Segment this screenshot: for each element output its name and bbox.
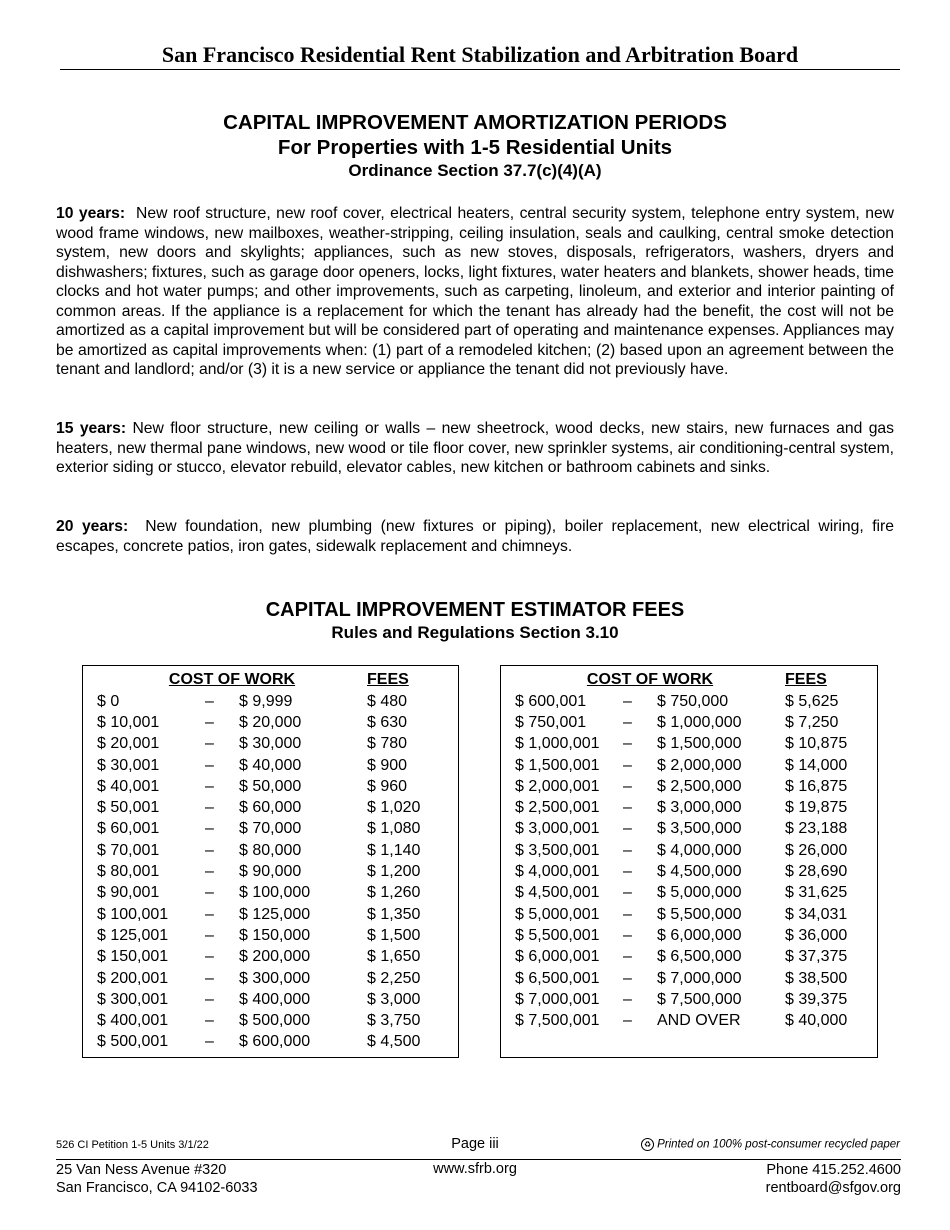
range-dash: – [623, 926, 632, 944]
cost-to: $ 100,000 [239, 884, 311, 902]
fee-amount: $ 1,260 [367, 884, 421, 902]
cost-from: $ 500,001 [97, 1033, 169, 1051]
range-dash: – [623, 863, 632, 881]
fee-table-right-box [500, 665, 878, 1058]
cost-from: $ 3,000,001 [515, 820, 600, 838]
fee-row [97, 947, 447, 968]
masthead-divider [60, 69, 900, 70]
fee-row [97, 925, 447, 946]
fee-row [515, 968, 865, 989]
fee-table-right [515, 668, 865, 1032]
cost-to: $ 9,999 [239, 692, 293, 710]
fee-row [97, 883, 447, 904]
cost-from: $ 300,001 [97, 990, 169, 1008]
contact-info [766, 1161, 901, 1197]
fee-row [515, 712, 865, 733]
cost-of-work-header: COST OF WORK [586, 670, 714, 688]
cost-to: $ 600,000 [239, 1033, 311, 1051]
range-dash: – [205, 1033, 214, 1051]
fee-row [97, 776, 447, 797]
period-label: 20 years: [56, 518, 129, 535]
cost-to: $ 7,500,000 [657, 990, 742, 1008]
range-dash: – [205, 735, 214, 753]
period-label: 15 years: [56, 420, 127, 437]
fee-row [515, 819, 865, 840]
fee-amount: $ 34,031 [785, 905, 848, 923]
fees-section-title: CAPITAL IMPROVEMENT ESTIMATOR FEES [265, 599, 685, 621]
fee-amount: $ 630 [367, 713, 408, 731]
cost-to: $ 5,000,000 [657, 884, 742, 902]
cost-from: $ 6,500,001 [515, 969, 600, 987]
ordinance-reference: Ordinance Section 37.7(c)(4)(A) [348, 161, 602, 180]
cost-from: $ 1,000,001 [515, 735, 600, 753]
fee-amount: $ 23,188 [785, 820, 848, 838]
fee-row [97, 691, 447, 712]
period-20-years [56, 517, 894, 556]
period-text: New roof structure, new roof cover, electrical heaters, central security system, telephone entry system, new wood frame windows, new mailboxes, weather-stripping, ceiling insulation, seals and caulking, central smoke detection system, new doors and skylights; appliances, such as new stoves, disposals, refrigerators, washers, dryers and dishwashers; fixtures, such as garage door openers, locks, light fixtures, water heaters and blankets, shower heads, time clocks and hot water pumps; and other improvements, such as carpeting, linoleum, and exterior and interior painting of common areas. If the appliance is a replacement for which the tenant has already had the benefit, the cost will not be amortized as a capital improvement but will be considered part of operating and maintenance expenses. Appliances may be amortized as capital improvements when: (1) part of a remodeled kitchen; (2) based upon an agreement between the tenant and landlord; and/or (3) it is a new service or appliance the tenant did not previously have. [56, 205, 894, 378]
cost-from: $ 30,001 [97, 756, 160, 774]
fee-row [515, 691, 865, 712]
fees-header: FEES [367, 670, 409, 688]
range-dash: – [205, 713, 214, 731]
cost-from: $ 7,000,001 [515, 990, 600, 1008]
cost-to: $ 3,500,000 [657, 820, 742, 838]
fee-row [97, 968, 447, 989]
period-10-years [56, 204, 894, 380]
fee-amount: $ 31,625 [785, 884, 848, 902]
recycle-icon: ♻ [641, 1138, 654, 1151]
fee-row [97, 712, 447, 733]
fee-row [515, 904, 865, 925]
cost-to: $ 750,000 [657, 692, 729, 710]
range-dash: – [623, 990, 632, 1008]
fee-row [515, 883, 865, 904]
cost-from: $ 80,001 [97, 863, 160, 881]
fee-amount: $ 1,140 [367, 841, 421, 859]
range-dash: – [205, 948, 214, 966]
fee-row [97, 819, 447, 840]
fee-table-header [515, 668, 865, 691]
fee-amount: $ 780 [367, 735, 408, 753]
fee-table-left [97, 668, 447, 1053]
cost-from: $ 5,500,001 [515, 926, 600, 944]
fee-amount: $ 10,875 [785, 735, 848, 753]
cost-to: $ 2,000,000 [657, 756, 742, 774]
range-dash: – [205, 1012, 214, 1030]
fee-amount: $ 14,000 [785, 756, 848, 774]
cost-to: $ 500,000 [239, 1012, 311, 1030]
cost-from: $ 4,500,001 [515, 884, 600, 902]
website-link[interactable]: www.sfrb.org [433, 1161, 517, 1177]
fee-row [97, 1032, 447, 1053]
range-dash: – [623, 969, 632, 987]
cost-from: $ 50,001 [97, 799, 160, 817]
fee-row [515, 840, 865, 861]
period-text: New foundation, new plumbing (new fixtures or piping), boiler replacement, new electrical wiring, fire escapes, concrete patios, iron gates, sidewalk replacement and chimneys. [56, 518, 894, 555]
fees-header: FEES [785, 670, 827, 688]
range-dash: – [623, 799, 632, 817]
cost-to: $ 2,500,000 [657, 777, 742, 795]
cost-to: $ 80,000 [239, 841, 302, 859]
range-dash: – [205, 756, 214, 774]
cost-to: $ 150,000 [239, 926, 311, 944]
phone-number: Phone 415.252.4600 [766, 1162, 901, 1178]
cost-to: $ 7,000,000 [657, 969, 742, 987]
cost-from: $ 0 [97, 692, 120, 710]
fee-row [515, 925, 865, 946]
cost-to: $ 400,000 [239, 990, 311, 1008]
range-dash: – [205, 820, 214, 838]
fee-table-header [97, 668, 447, 691]
cost-to: $ 20,000 [239, 713, 302, 731]
cost-to: $ 50,000 [239, 777, 302, 795]
range-dash: – [623, 756, 632, 774]
range-dash: – [205, 905, 214, 923]
cost-to: $ 4,000,000 [657, 841, 742, 859]
range-dash: – [205, 777, 214, 795]
range-dash: – [205, 692, 214, 710]
recycled-text: Printed on 100% post-consumer recycled paper [657, 1138, 900, 1151]
range-dash: – [623, 841, 632, 859]
address-line-1: 25 Van Ness Avenue #320 [56, 1162, 227, 1178]
fee-amount: $ 1,080 [367, 820, 421, 838]
fee-amount: $ 38,500 [785, 969, 848, 987]
fee-amount: $ 40,000 [785, 1012, 848, 1030]
fee-amount: $ 39,375 [785, 990, 848, 1008]
range-dash: – [205, 926, 214, 944]
fee-amount: $ 26,000 [785, 841, 848, 859]
range-dash: – [205, 863, 214, 881]
fee-amount: $ 28,690 [785, 863, 848, 881]
fee-row [515, 861, 865, 882]
fee-row [97, 797, 447, 818]
range-dash: – [623, 1012, 632, 1030]
cost-from: $ 60,001 [97, 820, 160, 838]
cost-from: $ 6,000,001 [515, 948, 600, 966]
fee-amount: $ 7,250 [785, 713, 839, 731]
document-subtitle: For Properties with 1-5 Residential Units [277, 136, 673, 159]
range-dash: – [205, 969, 214, 987]
cost-of-work-header: COST OF WORK [168, 670, 296, 688]
fee-row [97, 904, 447, 925]
fee-row [515, 989, 865, 1010]
fee-amount: $ 1,500 [367, 926, 421, 944]
form-identifier: 526 CI Petition 1-5 Units 3/1/22 [56, 1139, 209, 1151]
range-dash: – [205, 990, 214, 1008]
fee-row [515, 947, 865, 968]
cost-to: $ 40,000 [239, 756, 302, 774]
cost-from: $ 20,001 [97, 735, 160, 753]
cost-to: $ 30,000 [239, 735, 302, 753]
masthead: San Francisco Residential Rent Stabilization and Arbitration Board [161, 42, 799, 67]
fee-amount: $ 960 [367, 777, 408, 795]
fee-amount: $ 16,875 [785, 777, 848, 795]
cost-from: $ 600,001 [515, 692, 587, 710]
cost-to: $ 1,000,000 [657, 713, 742, 731]
range-dash: – [623, 692, 632, 710]
cost-from: $ 100,001 [97, 905, 169, 923]
fee-row [97, 861, 447, 882]
cost-to: $ 4,500,000 [657, 863, 742, 881]
cost-from: $ 2,500,001 [515, 799, 600, 817]
fees-section-subtitle: Rules and Regulations Section 3.10 [331, 623, 619, 642]
fee-amount: $ 19,875 [785, 799, 848, 817]
cost-from: $ 7,500,001 [515, 1012, 600, 1030]
fee-amount: $ 480 [367, 692, 408, 710]
range-dash: – [205, 841, 214, 859]
fee-row [97, 734, 447, 755]
cost-to: $ 300,000 [239, 969, 311, 987]
fee-amount: $ 37,375 [785, 948, 848, 966]
cost-to: $ 1,500,000 [657, 735, 742, 753]
cost-from: $ 3,500,001 [515, 841, 600, 859]
fee-amount: $ 1,350 [367, 905, 421, 923]
cost-to: $ 5,500,000 [657, 905, 742, 923]
address-line-2: San Francisco, CA 94102-6033 [56, 1180, 258, 1196]
cost-from: $ 400,001 [97, 1012, 169, 1030]
cost-from: $ 70,001 [97, 841, 160, 859]
fee-amount: $ 1,650 [367, 948, 421, 966]
cost-from: $ 125,001 [97, 926, 169, 944]
cost-from: $ 2,000,001 [515, 777, 600, 795]
document-title: CAPITAL IMPROVEMENT AMORTIZATION PERIODS [223, 111, 727, 134]
email-link[interactable]: rentboard@sfgov.org [765, 1180, 901, 1196]
cost-from: $ 40,001 [97, 777, 160, 795]
cost-from: $ 150,001 [97, 948, 169, 966]
cost-from: $ 750,001 [515, 713, 587, 731]
cost-from: $ 200,001 [97, 969, 169, 987]
fee-amount: $ 3,000 [367, 990, 421, 1008]
range-dash: – [205, 799, 214, 817]
fee-amount: $ 5,625 [785, 692, 839, 710]
cost-to: $ 6,500,000 [657, 948, 742, 966]
cost-from: $ 5,000,001 [515, 905, 600, 923]
page-number: Page iii [451, 1136, 499, 1152]
range-dash: – [205, 884, 214, 902]
cost-to: $ 200,000 [239, 948, 311, 966]
cost-to: AND OVER [657, 1012, 741, 1030]
footer-divider [56, 1159, 901, 1160]
cost-from: $ 10,001 [97, 713, 160, 731]
period-text: New floor structure, new ceiling or walls – new sheetrock, wood decks, new stairs, new furnaces and gas heaters, new thermal pane windows, new wood or tile floor cover, new sprinkler systems, air conditioning-central system, exterior siding or stucco, elevator rebuild, elevator cables, new kitchen or bathroom cabinets and sinks. [56, 420, 894, 476]
fee-amount: $ 900 [367, 756, 408, 774]
fee-row [515, 755, 865, 776]
cost-from: $ 4,000,001 [515, 863, 600, 881]
fee-row [515, 734, 865, 755]
range-dash: – [623, 713, 632, 731]
fee-row [97, 755, 447, 776]
cost-to: $ 3,000,000 [657, 799, 742, 817]
cost-from: $ 90,001 [97, 884, 160, 902]
recycled-note [641, 1138, 900, 1151]
cost-to: $ 90,000 [239, 863, 302, 881]
cost-to: $ 60,000 [239, 799, 302, 817]
cost-to: $ 6,000,000 [657, 926, 742, 944]
range-dash: – [623, 735, 632, 753]
range-dash: – [623, 948, 632, 966]
fee-amount: $ 1,020 [367, 799, 421, 817]
period-label: 10 years: [56, 205, 126, 222]
range-dash: – [623, 884, 632, 902]
fee-row [97, 1010, 447, 1031]
fee-row [97, 840, 447, 861]
fee-row [515, 776, 865, 797]
period-15-years [56, 419, 894, 478]
fee-amount: $ 2,250 [367, 969, 421, 987]
fee-row [515, 797, 865, 818]
cost-from: $ 1,500,001 [515, 756, 600, 774]
fee-amount: $ 1,200 [367, 863, 421, 881]
cost-to: $ 125,000 [239, 905, 311, 923]
fee-table-left-box [82, 665, 459, 1058]
fee-amount: $ 4,500 [367, 1033, 421, 1051]
fee-row [515, 1010, 865, 1031]
fee-amount: $ 3,750 [367, 1012, 421, 1030]
cost-to: $ 70,000 [239, 820, 302, 838]
range-dash: – [623, 905, 632, 923]
range-dash: – [623, 777, 632, 795]
fee-row [97, 989, 447, 1010]
fee-amount: $ 36,000 [785, 926, 848, 944]
range-dash: – [623, 820, 632, 838]
